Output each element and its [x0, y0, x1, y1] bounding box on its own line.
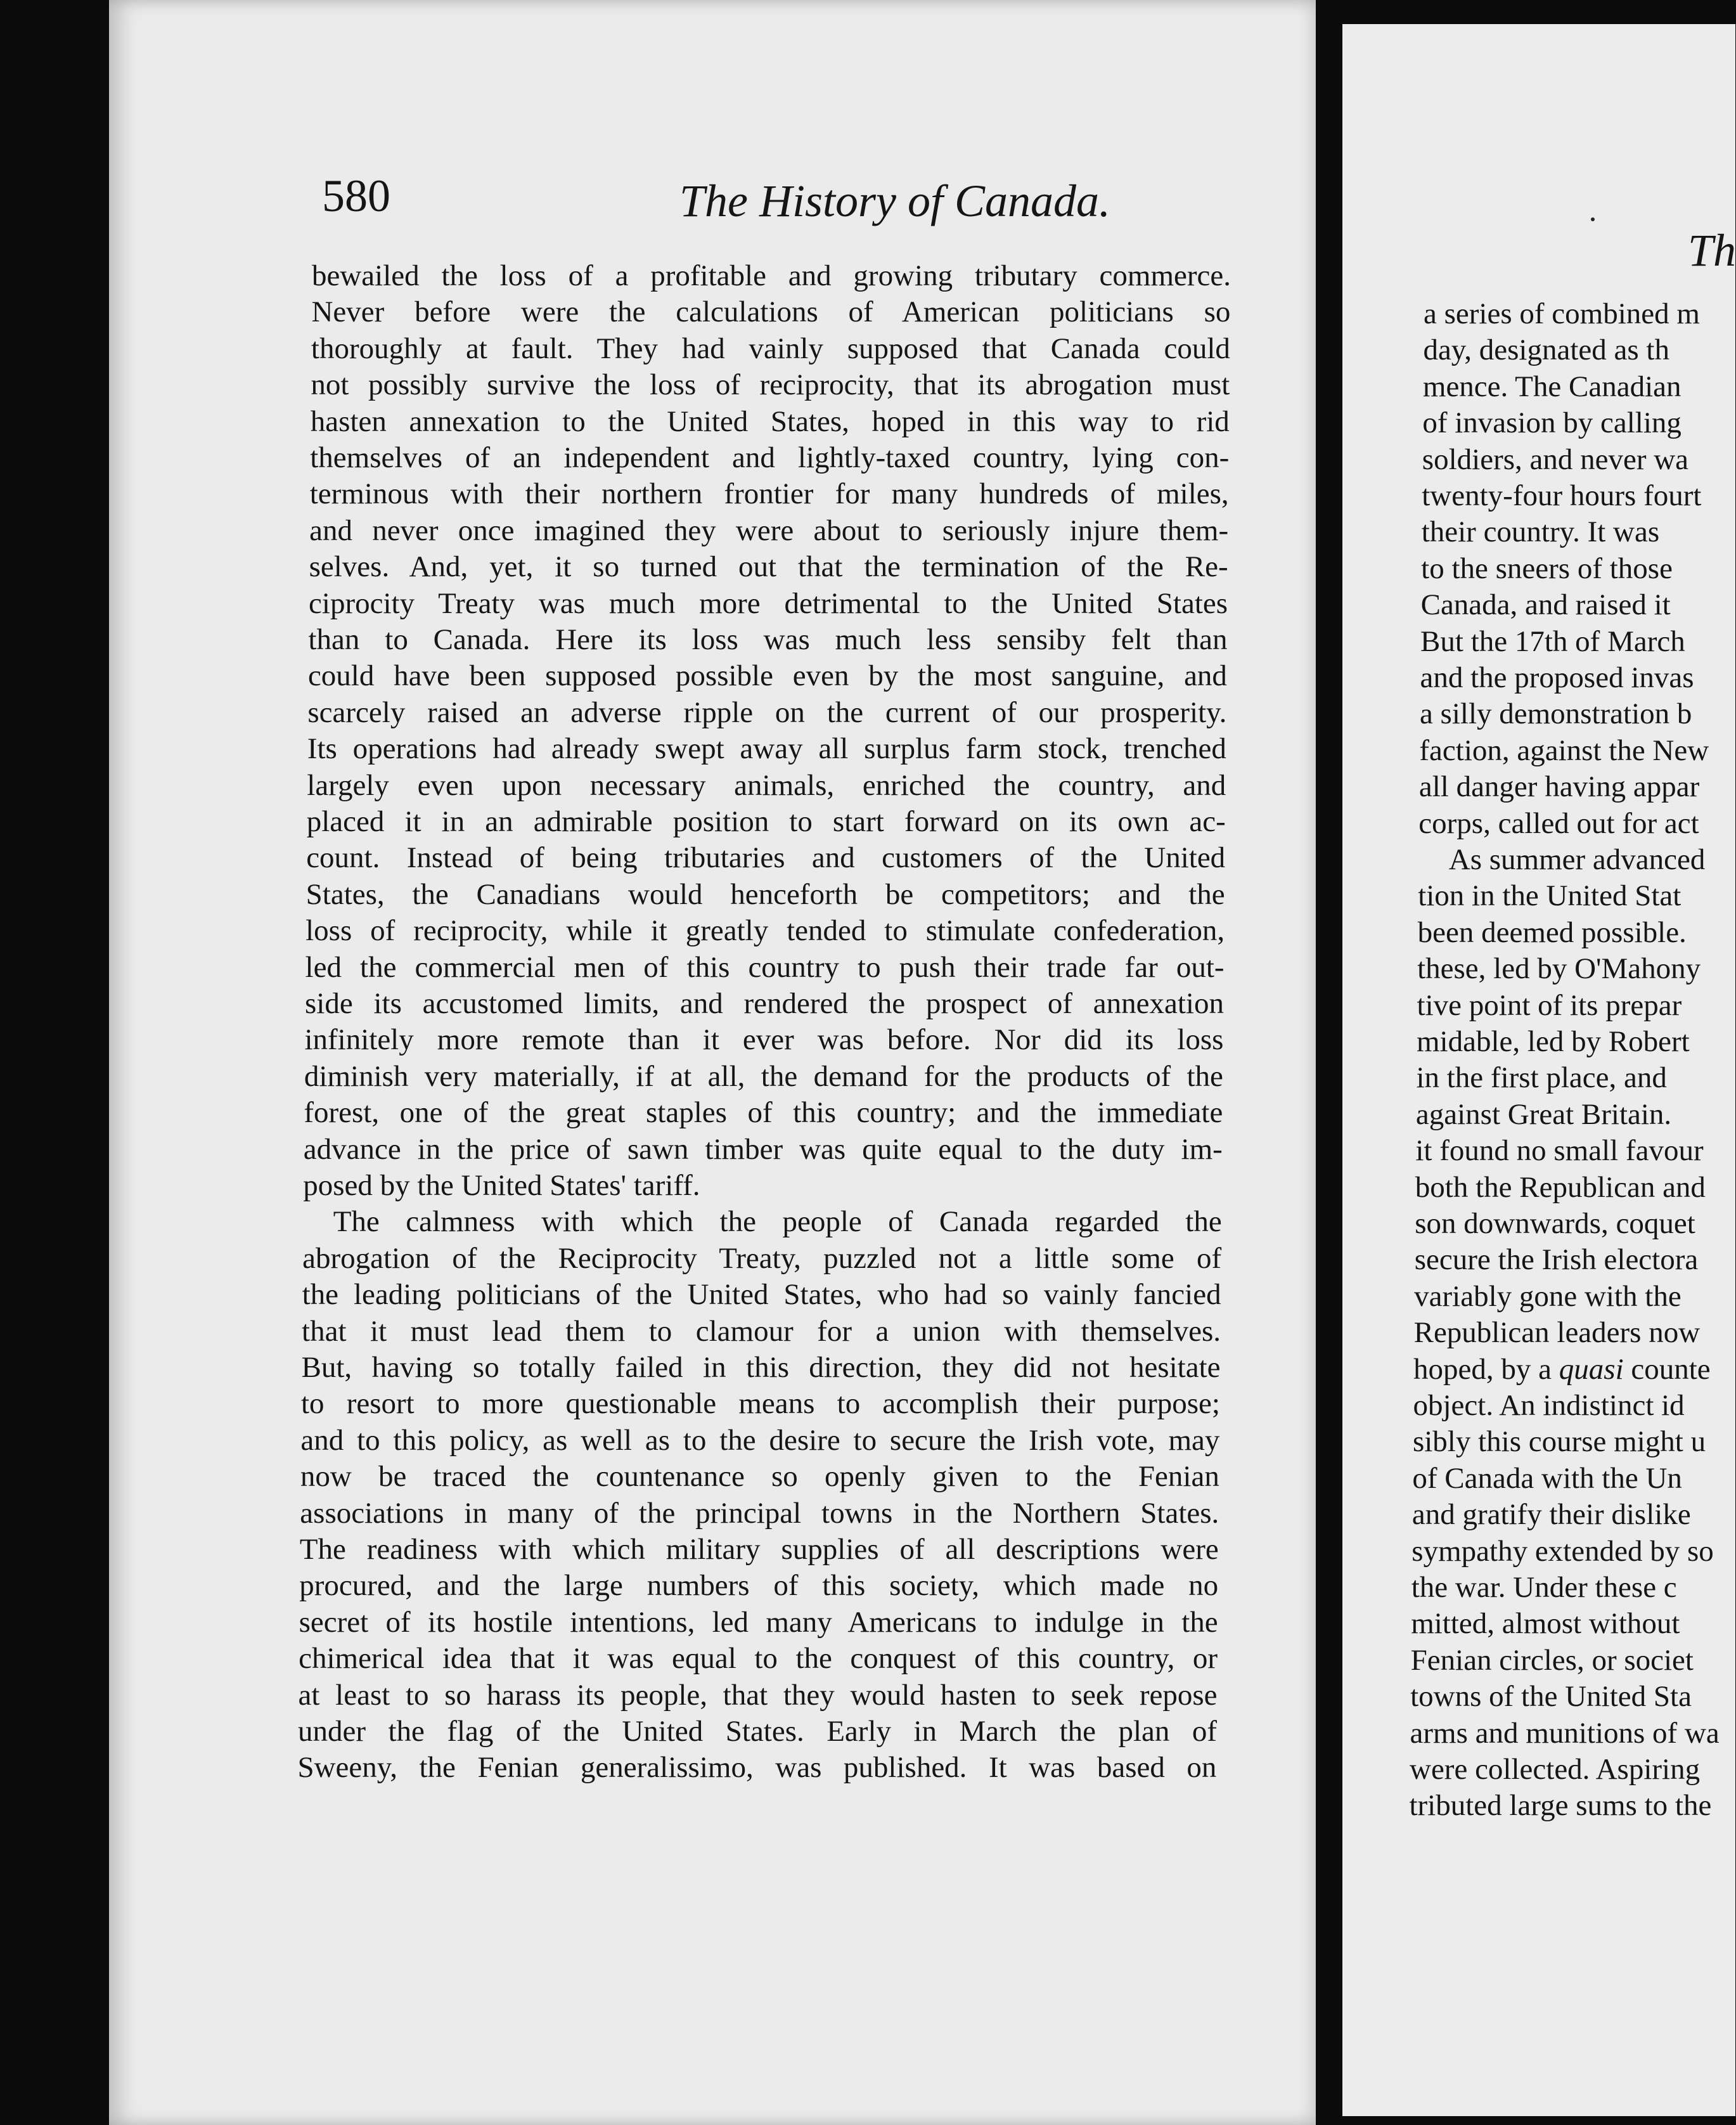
text-line: both the Republican and	[1415, 1170, 1706, 1204]
text-line: secret of its hostile intentions, led many Americans to indulge in the	[299, 1605, 1218, 1639]
text-line: forest, one of the great staples of this country; and the immediate	[304, 1096, 1223, 1130]
text-line: it found no small favour	[1415, 1134, 1704, 1168]
text-line: a silly demonstration b	[1419, 697, 1692, 731]
text-line: largely even upon necessary animals, enriched the country, and	[307, 768, 1226, 802]
text-line: infinitely more remote than it ever was before. Nor did its loss	[304, 1023, 1224, 1057]
text-line: associations in many of the principal towns in the Northern States.	[300, 1496, 1219, 1530]
text-line: placed it in an admirable position to start forward on its own ac-	[306, 805, 1226, 838]
text-line: the leading politicians of the United States, who had so vainly fancied	[302, 1278, 1221, 1312]
text-line: tributed large sums to the	[1409, 1789, 1712, 1823]
text-line: day, designated as th	[1423, 333, 1669, 367]
running-head: The History of Canada.	[679, 176, 1111, 226]
text-line: terminous with their northern frontier for many hundreds of miles,	[309, 477, 1229, 511]
page-number: 580	[322, 171, 390, 221]
text-line: abrogation of the Reciprocity Treaty, puzzled not a little some of	[302, 1241, 1222, 1275]
text-line: to the sneers of those	[1421, 552, 1673, 585]
text-line: loss of reciprocity, while it greatly tended to stimulate confederation,	[305, 914, 1225, 948]
speck	[1591, 217, 1595, 221]
text-line: their country. It was	[1421, 515, 1660, 549]
text-line: object. An indistinct id	[1413, 1389, 1685, 1422]
text-line: that it must lead them to clamour for a union with themselves.	[302, 1314, 1221, 1348]
text-line: son downwards, coquet	[1415, 1207, 1695, 1240]
running-head-right: Th	[1688, 225, 1736, 276]
text-line: all danger having appar	[1418, 770, 1700, 804]
text-line: variably gone with the	[1414, 1279, 1681, 1313]
text-line: side its accustomed limits, and rendered the prospect of annexation	[305, 987, 1224, 1020]
text-line: and gratify their dislike	[1411, 1498, 1691, 1532]
text-line: But, having so totally failed in this direction, they did not hesitate	[301, 1351, 1221, 1384]
text-line: and the proposed invas	[1420, 661, 1694, 694]
text-line: could have been supposed possible even by the most sanguine, and	[307, 659, 1227, 693]
text-line: secure the Irish electora	[1414, 1243, 1699, 1277]
text-line: the war. Under these c	[1411, 1571, 1677, 1604]
text-line: tive point of its prepar	[1417, 988, 1682, 1022]
text-line: than to Canada. Here its loss was much less sensiby felt than	[308, 623, 1228, 656]
text-line: were collected. Aspiring	[1410, 1753, 1701, 1786]
text-line: sympathy extended by so	[1411, 1534, 1714, 1568]
text-line: advance in the price of sawn timber was quite equal to the duty im-	[303, 1132, 1223, 1166]
text-line: hoped, by a quasi counte	[1413, 1352, 1711, 1386]
text-line: to resort to more questionable means to accomplish their purpose;	[300, 1387, 1220, 1421]
text-line: The readiness with which military supplies of all descriptions were	[299, 1533, 1219, 1566]
text-line: bewailed the loss of a profitable and growing tributary commerce.	[312, 259, 1231, 292]
text-line: and never once imagined they were about to seriously injure them-	[309, 513, 1229, 547]
text-line: But the 17th of March	[1420, 624, 1685, 658]
text-line: faction, against the New	[1419, 733, 1709, 767]
text-line: diminish very materially, if at all, the demand for the products of the	[304, 1059, 1223, 1093]
text-line: The calmness with which the people of Canada regarded the	[333, 1205, 1222, 1239]
text-line: As summer advanced	[1448, 843, 1706, 876]
text-line: of invasion by calling	[1422, 406, 1681, 440]
text-line: sibly this course might u	[1412, 1425, 1706, 1459]
text-line: count. Instead of being tributaries and customers of the United	[306, 841, 1226, 875]
text-line: hasten annexation to the United States, hoped in this way to rid	[310, 404, 1230, 438]
text-line: Republican leaders now	[1413, 1316, 1701, 1350]
text-line: under the flag of the United States. Early in March the plan of	[298, 1715, 1217, 1748]
text-line: led the commercial men of this country to push their trade far out-	[305, 950, 1225, 984]
right-page	[1342, 24, 1735, 2116]
text-line: tion in the United Stat	[1418, 879, 1681, 913]
text-line: soldiers, and never wa	[1422, 442, 1689, 476]
text-line: now be traced the countenance so openly given to the Fenian	[300, 1460, 1219, 1494]
text-line: corps, called out for act	[1418, 806, 1699, 840]
text-line: against Great Britain.	[1415, 1097, 1672, 1131]
text-line: procured, and the large numbers of this society, which made no	[299, 1569, 1219, 1603]
text-line: States, the Canadians would henceforth be competitors; and the	[305, 877, 1225, 911]
text-line: mence. The Canadian	[1422, 370, 1681, 403]
text-line: Never before were the calculations of American politicians so	[311, 295, 1231, 329]
text-line: in the first place, and	[1416, 1061, 1667, 1095]
text-line: not possibly survive the loss of reciprocity, that its abrogation must	[311, 368, 1230, 402]
text-line: mitted, almost without	[1411, 1607, 1680, 1641]
text-line: been deemed possible.	[1417, 915, 1687, 949]
text-line: midable, led by Robert	[1417, 1025, 1690, 1058]
text-line: selves. And, yet, it so turned out that the termination of the Re-	[309, 550, 1228, 584]
italic-word: quasi	[1559, 1352, 1624, 1386]
text-line: twenty-four hours fourt	[1422, 479, 1702, 512]
text-line: of Canada with the Un	[1412, 1461, 1682, 1495]
text-line: Sweeny, the Fenian generalissimo, was published. It was based on	[297, 1751, 1217, 1785]
text-line: towns of the United Sta	[1410, 1680, 1692, 1714]
text-line: scarcely raised an adverse ripple on the current of our prosperity.	[307, 695, 1227, 729]
text-line: Fenian circles, or societ	[1410, 1643, 1694, 1677]
text-line: these, led by O'Mahony	[1417, 952, 1701, 986]
left-page	[109, 0, 1316, 2125]
text-line: themselves of an independent and lightly-taxed country, lying con-	[310, 441, 1230, 474]
text-line: arms and munitions of wa	[1410, 1716, 1720, 1750]
text-line: thoroughly at fault. They had vainly supposed that Canada could	[311, 332, 1230, 365]
text-line: Canada, and raised it	[1420, 588, 1671, 622]
text-line: at least to so harass its people, that they would hasten to seek repose	[298, 1678, 1218, 1712]
text-line: ciprocity Treaty was much more detrimental to the United States	[309, 586, 1228, 620]
text-line: and to this policy, as well as to the desire to secure the Irish vote, may	[300, 1423, 1220, 1457]
text-line: chimerical idea that it was equal to the conquest of this country, or	[299, 1642, 1218, 1676]
text-line: Its operations had already swept away all surplus farm stock, trenched	[307, 732, 1226, 766]
text-line: posed by the United States' tariff.	[303, 1169, 700, 1202]
text-line: a series of combined m	[1424, 297, 1700, 330]
